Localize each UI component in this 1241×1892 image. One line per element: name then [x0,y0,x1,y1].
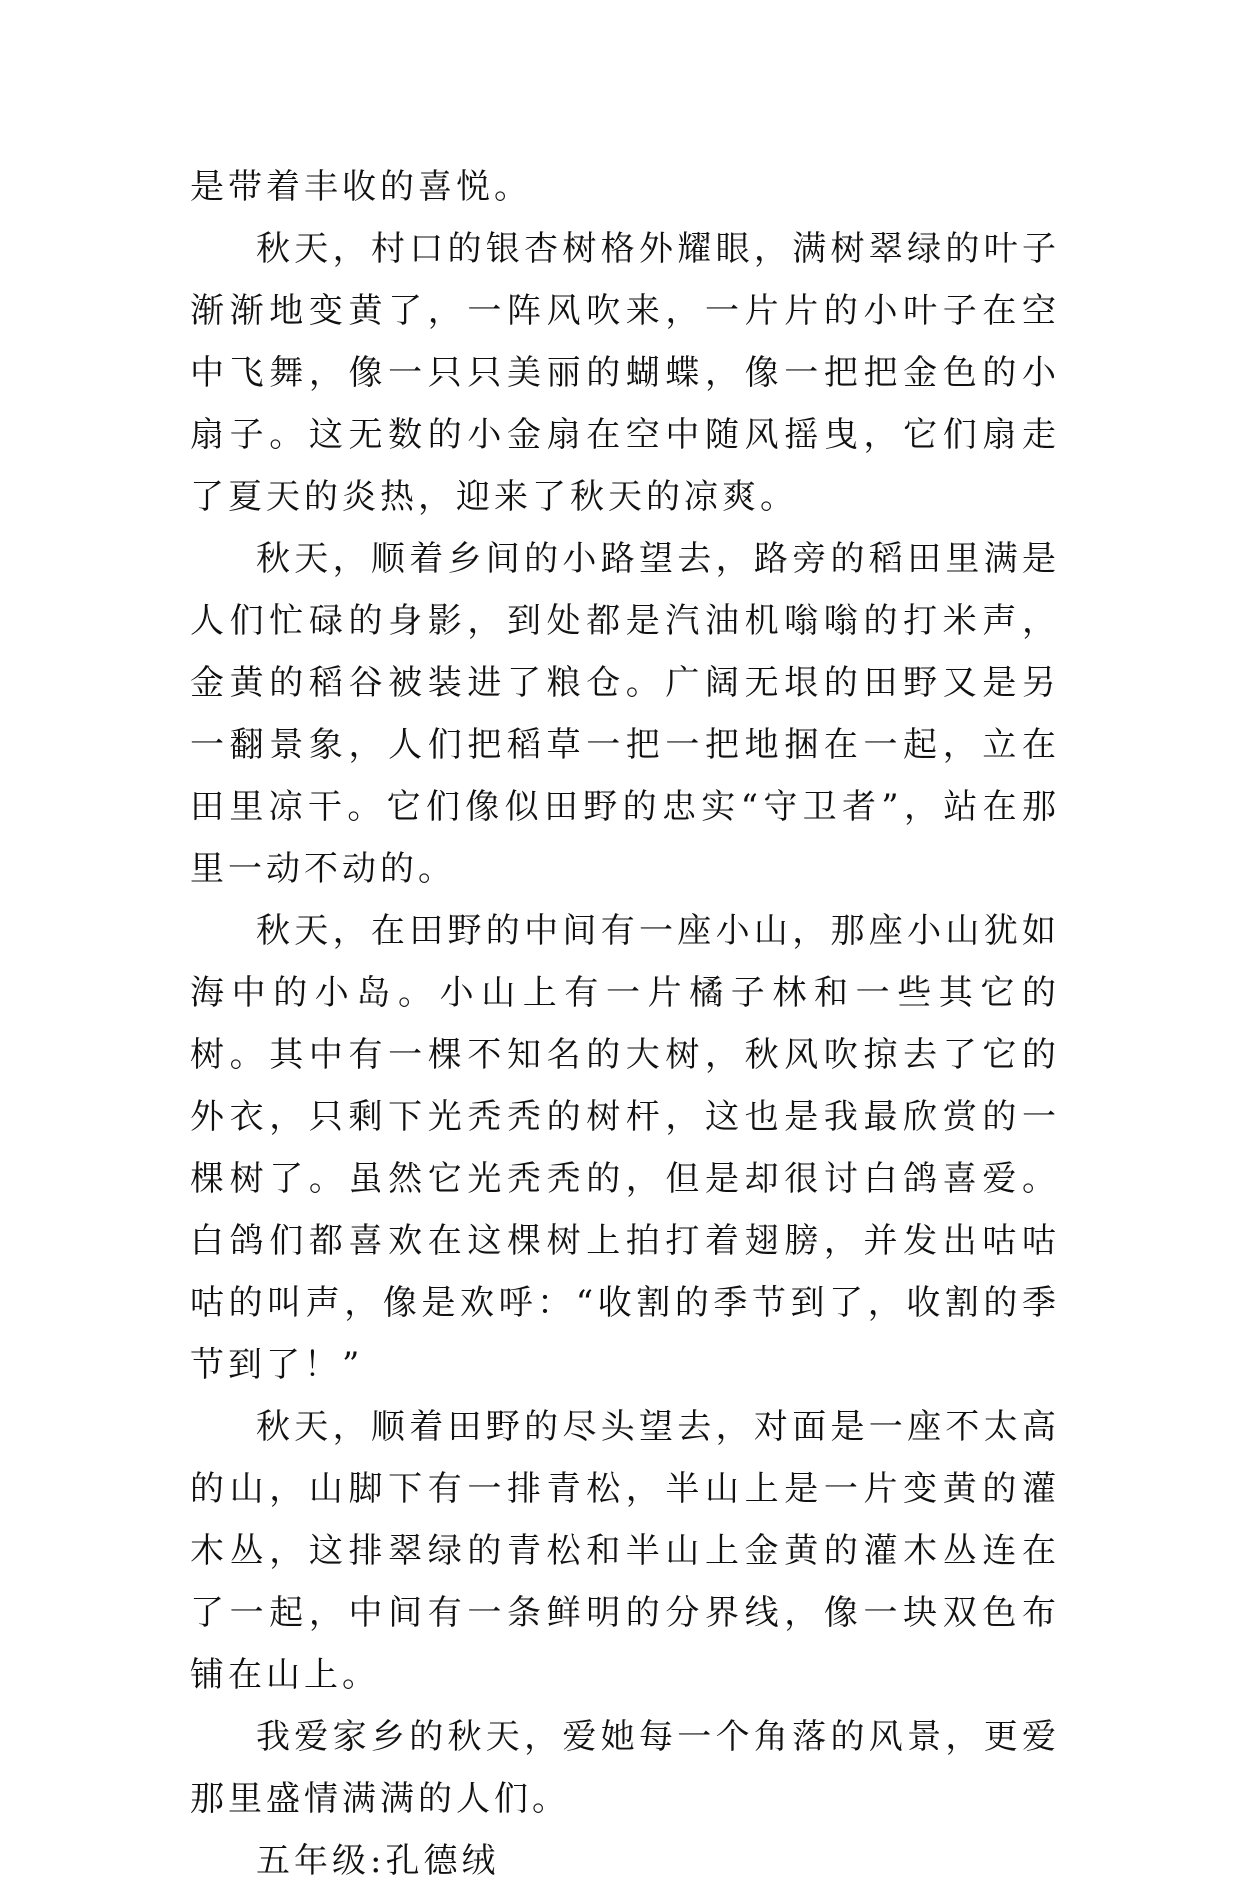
author-signature: 五年级:孔德绒 [256,1841,500,1881]
document-body [190,156,1060,1892]
paragraph-rice-field: 秋天，顺着乡间的小路望去，路旁的稻田里满是人们忙碌的身影，到处都是汽油机嗡嗡的打米声，金黄的稻谷被装进了粮仓。广阔无垠的田野又是另一翻景象，人们把稻草一把一把地捆在一起，立在田里凉干。它们像似田野的忠实“守卫者”，站在那里一动不动的。 [190,539,1060,889]
paragraph-ginkgo: 秋天，村口的银杏树格外耀眼，满树翠绿的叶子渐渐地变黄了，一阵风吹来，一片片的小叶子在空中飞舞，像一只只美丽的蝴蝶，像一把把金色的小扇子。这无数的小金扇在空中随风摇曳，它们扇走了夏天的炎热，迎来了秋天的凉爽。 [190,229,1060,517]
paragraph-mountain: 秋天，顺着田野的尽头望去，对面是一座不太高的山，山脚下有一排青松，半山上是一片变黄的灌木丛，这排翠绿的青松和半山上金黄的灌木丛连在了一起，中间有一条鲜明的分界线，像一块双色布铺在山上。 [190,1407,1060,1695]
paragraph-small-hill: 秋天，在田野的中间有一座小山，那座小山犹如海中的小岛。小山上有一片橘子林和一些其它的树。其中有一棵不知名的大树，秋风吹掠去了它的外衣，只剩下光秃秃的树杆，这也是我最欣赏的一棵树了。虽然它光秃秃的，但是却很讨白鸽喜爱。白鸽们都喜欢在这棵树上拍打着翅膀，并发出咕咕咕的叫声，像是欢呼：“收割的季节到了，收割的季节到了！” [190,911,1060,1385]
paragraph-continuation: 是带着丰收的喜悦。 [190,167,532,207]
paragraph-conclusion: 我爱家乡的秋天，爱她每一个角落的风景，更爱那里盛情满满的人们。 [190,1717,1060,1819]
